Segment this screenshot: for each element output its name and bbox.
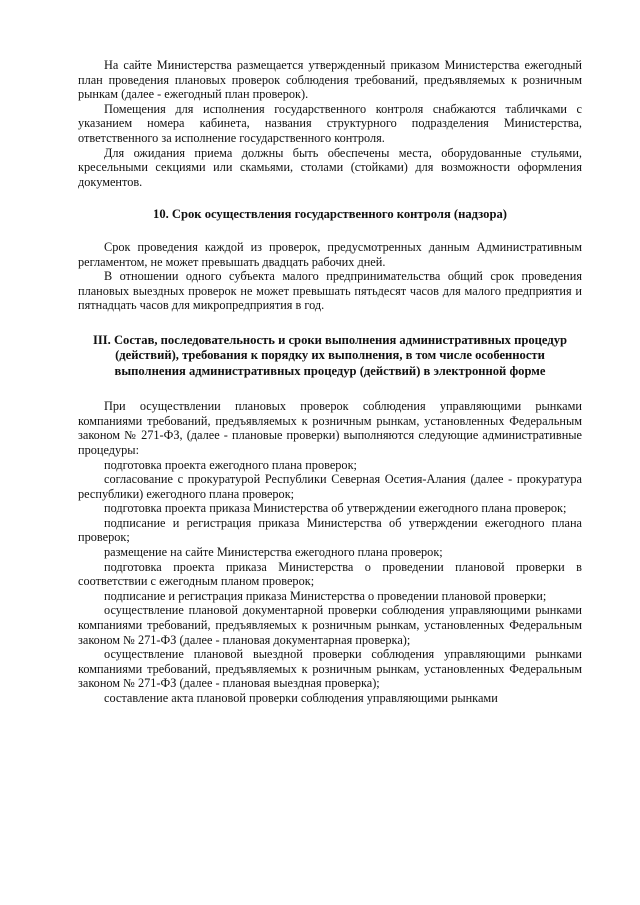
procedure-item: подготовка проекта приказа Министерства об утверждении ежегодного плана проверок; [104,501,567,516]
procedure-item: подписание и регистрация приказа Министерства о проведении плановой проверки; [104,588,547,603]
procedure-item: размещение на сайте Министерства ежегодного плана проверок; [104,545,443,560]
spacer [78,189,582,207]
procedure-item: осуществление плановой выездной проверки соблюдения управляющими рынками компаниями требований, предъявляемых к розничным рынкам, установленных Федеральным законом № 271-ФЗ (далее - плановая выездная проверка); [78,647,582,691]
spacer [78,222,582,240]
procedure-item: подписание и регистрация приказа Министерства об утверждении ежегодного плана проверок; [78,515,582,545]
procedure-item: согласование с прокуратурой Республики Северная Осетия-Алания (далее - прокуратура республики) ежегодного плана проверок; [78,472,582,501]
paragraph-annual-plan-publication: На сайте Министерства размещается утвержденный приказом Министерства ежегодный план проведения плановых проверок соблюдения требований, предъявляемых к розничным рынкам (далее - ежегодный план проверок). [78,58,582,102]
procedure-item: подготовка проекта ежегодного плана проверок; [104,457,357,472]
document-page [78,58,582,706]
procedure-item: осуществление плановой документарной проверки соблюдения управляющими рынками компаниями требований, предъявляемых к розничным рынкам, установленных Федеральным законом № 271-ФЗ (далее - плановая документарная проверка); [78,603,582,647]
paragraph-procedures-intro: При осуществлении плановых проверок соблюдения управляющими рынками компаниями требований, предъявляемых к розничным рынкам, установленных Федеральным законом № 271-ФЗ, (далее - плановые проверки) выполняются следующие административные процедуры: [78,399,582,457]
paragraph-office-signs: Помещения для исполнения государственного контроля снабжаются табличками с указанием номера кабинета, названия структурного подразделения Министерства, ответственного за исполнение государственного контроля. [78,101,582,145]
paragraph-inspection-duration: Срок проведения каждой из проверок, предусмотренных данным Административным регламентом, не может превышать двадцать рабочих дней. [78,239,582,269]
procedure-item: подготовка проекта приказа Министерства о проведении плановой проверки в соответствии с ежегодным планом проверок; [78,559,582,589]
section-3-heading: III. Состав, последовательность и сроки выполнения административных процедур (действий), требования к порядку их выполнения, в том числе особенности выполнения административных процедур (действий) в электронной форме [92,332,568,378]
section-10-heading: 10. Срок осуществления государственного контроля (надзора) [153,207,507,222]
procedure-item: составление акта плановой проверки соблюдения управляющими рынками [104,691,498,705]
spacer [78,313,582,333]
spacer [78,379,582,399]
paragraph-waiting-area: Для ожидания приема должны быть обеспечены места, оборудованные стульями, кресельными секциями или скамьями, столами (стойками) для возможности оформления документов. [78,145,582,189]
paragraph-small-business-limit: В отношении одного субъекта малого предпринимательства общий срок проведения плановых выездных проверок не может превышать пятьдесят часов для малого предприятия и пятнадцать часов для микропредприятия в год. [78,269,582,313]
